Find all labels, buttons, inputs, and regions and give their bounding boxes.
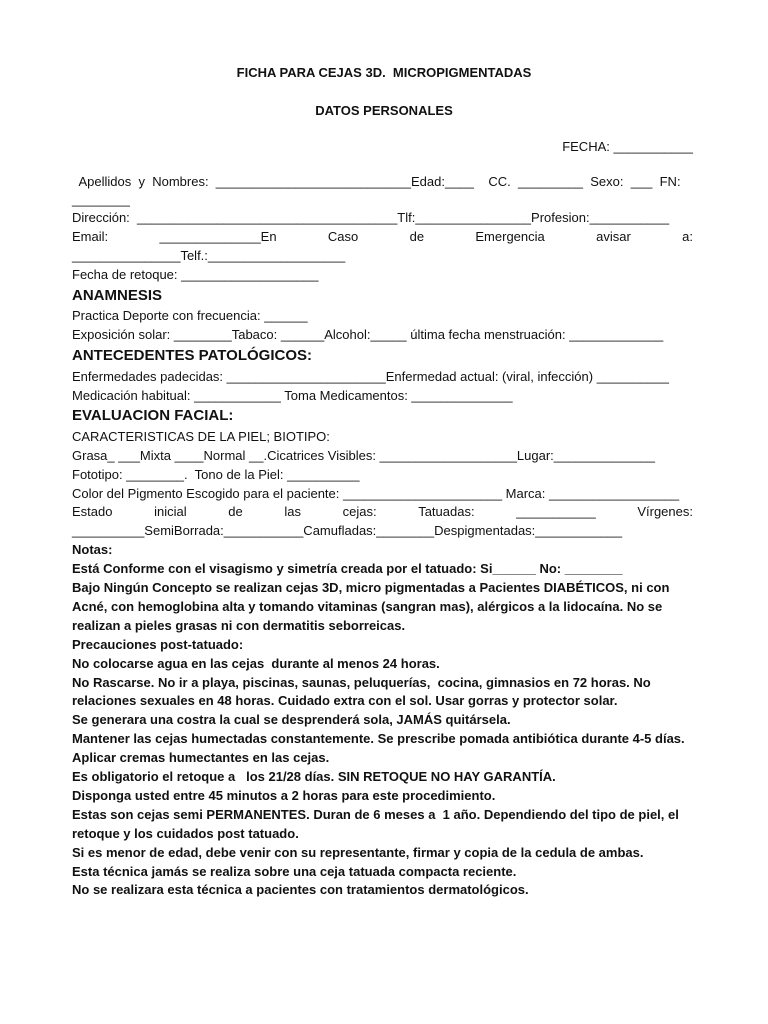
- estado-word: cejas:: [342, 504, 377, 519]
- telf-line: _______________Telf.:___________________: [72, 248, 346, 263]
- semiborrada-line: __________SemiBorrada:___________Camufladas:________Despigmentadas:____________: [72, 523, 623, 538]
- email-word: avisar: [596, 229, 631, 244]
- email-word: a:: [682, 229, 693, 244]
- costra-line: Se generara una costra la cual se desprenderá sola, JAMÁS quitársela.: [72, 712, 511, 727]
- estado-word: Tatuadas:: [418, 504, 475, 519]
- email-word: Caso: [327, 229, 359, 244]
- estado-word: inicial: [154, 504, 187, 519]
- rascarse-line-2: relaciones sexuales en 48 horas. Cuidado extra con el sol. Usar gorras y protector solar.: [72, 693, 618, 708]
- retoque-line: Fecha de retoque: ___________________: [72, 267, 319, 282]
- dermatologicos-line: No se realizara esta técnica a pacientes con tratamientos dermatológicos.: [72, 882, 529, 897]
- color-pigmento-line: Color del Pigmento Escogido para el paciente: ______________________ Marca: __________________: [72, 486, 680, 501]
- grasa-line: Grasa_ ___Mixta ____Normal __.Cicatrices Visibles: ___________________Lugar:______________: [72, 448, 656, 463]
- menor-line: Si es menor de edad, debe venir con su representante, firmar y copia de la cedula de ambas.: [72, 845, 644, 860]
- section-datos-personales: DATOS PERSONALES: [315, 103, 453, 118]
- obligatorio-line: Es obligatorio el retoque a los 21/28 días. SIN RETOQUE NO HAY GARANTÍA.: [72, 769, 556, 784]
- notas-label: Notas:: [72, 542, 113, 557]
- caracteristicas-line: CARACTERISTICAS DE LA PIEL; BIOTIPO:: [72, 429, 330, 444]
- anamnesis-heading: ANAMNESIS: [72, 287, 163, 304]
- antecedentes-heading: ANTECEDENTES PATOLÓGICOS:: [72, 347, 313, 364]
- permanentes-line-2: retoque y los cuidados post tatuado.: [72, 826, 299, 841]
- medicacion-line: Medicación habitual: ____________ Toma Medicamentos: ______________: [72, 388, 513, 403]
- enfermedades-line: Enfermedades padecidas: ______________________Enfermedad actual: (viral, infección) __________: [72, 369, 669, 384]
- fototipo-line: Fototipo: ________. Tono de la Piel: __________: [72, 467, 360, 482]
- cremas-line: Aplicar cremas humectantes en las cejas.: [72, 750, 330, 765]
- exposicion-line: Exposición solar: ________Tabaco: ______Alcohol:_____ última fecha menstruación: _____________: [72, 327, 664, 342]
- fecha-field: FECHA: ___________: [562, 139, 693, 154]
- agua-line: No colocarse agua en las cejas durante al menos 24 horas.: [72, 656, 440, 671]
- fn-blank: ________: [72, 192, 130, 207]
- deporte-line: Practica Deporte con frecuencia: ______: [72, 308, 308, 323]
- permanentes-line-1: Estas son cejas semi PERMANENTES. Duran de 6 meses a 1 año. Dependiendo del tipo de piel, el: [72, 807, 679, 822]
- disponga-line: Disponga usted entre 45 minutos a 2 horas para este procedimiento.: [72, 788, 496, 803]
- rascarse-line-1: No Rascarse. No ir a playa, piscinas, saunas, peluquerías, cocina, gimnasios en 72 horas. No: [72, 675, 651, 690]
- precauciones-heading: Precauciones post-tatuado:: [72, 637, 244, 652]
- estado-word: Vírgenes:: [637, 504, 693, 519]
- compacta-line: Esta técnica jamás se realiza sobre una ceja tatuada compacta reciente.: [72, 864, 517, 879]
- apellidos-line: Apellidos y Nombres: ___________________________Edad:____ CC. _________ Sexo: ___ FN:: [72, 174, 681, 189]
- estado-word: Estado: [72, 504, 113, 519]
- bajo-concepto-line-3: realizan a pieles grasas ni con dermatitis seborreicas.: [72, 618, 406, 633]
- email-word: Emergencia: [475, 229, 545, 244]
- document-title: FICHA PARA CEJAS 3D. MICROPIGMENTADAS: [236, 65, 532, 80]
- estado-word: ___________: [516, 504, 596, 519]
- humectadas-line: Mantener las cejas humectadas constantemente. Se prescribe pomada antibiótica durante 4-5 días.: [72, 731, 685, 746]
- estado-word: las: [284, 504, 301, 519]
- email-word: de: [409, 229, 425, 244]
- email-word: Email:: [72, 229, 109, 244]
- estado-word: de: [228, 504, 243, 519]
- estado-line: [72, 503, 693, 520]
- email-line: [72, 228, 693, 245]
- conforme-line: Está Conforme con el visagismo y simetría creada por el tatuado: Si______ No: ________: [72, 561, 623, 576]
- email-word: ______________En: [159, 229, 277, 244]
- direccion-line: Dirección: ____________________________________Tlf:________________Profesion:___________: [72, 210, 670, 225]
- evaluacion-heading: EVALUACION FACIAL:: [72, 407, 234, 424]
- bajo-concepto-line-2: Acné, con hemoglobina alta y tomando vitaminas (sangran mas), alérgicos a la lidocaína. No se: [72, 599, 663, 614]
- bajo-concepto-line-1: Bajo Ningún Concepto se realizan cejas 3D, micro pigmentadas a Pacientes DIABÉTICOS, ni con: [72, 580, 670, 595]
